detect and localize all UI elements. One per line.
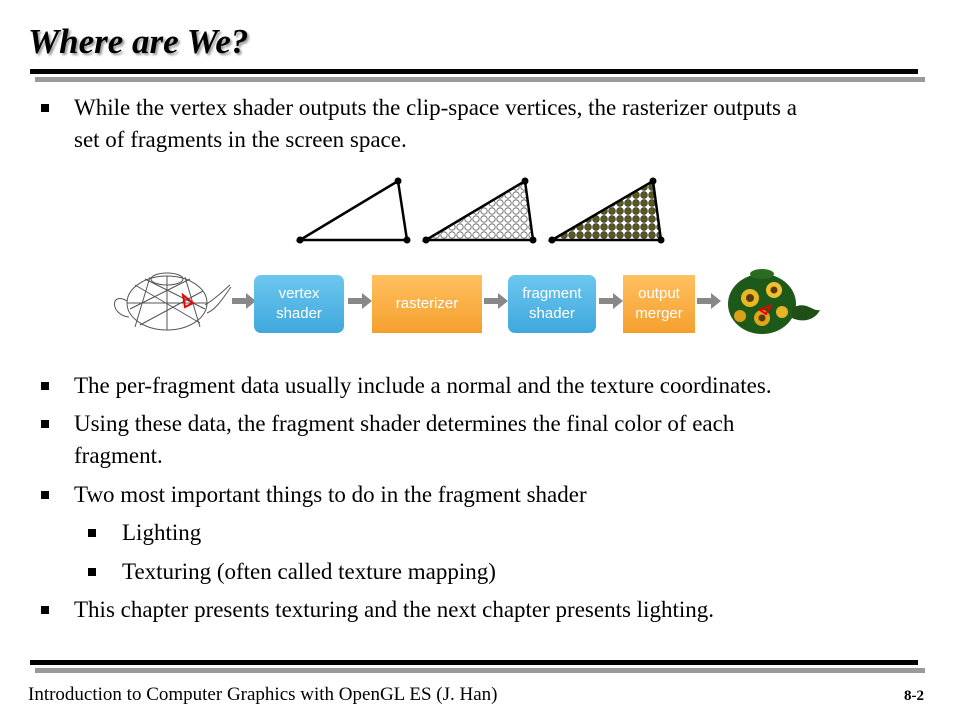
bullet-line: set of fragments in the screen space. bbox=[74, 127, 407, 152]
stage-label: shader bbox=[529, 305, 575, 322]
fragment-shader-stage bbox=[508, 275, 596, 333]
bullet-line: While the vertex shader outputs the clip-space vertices, the rasterizer outputs a bbox=[74, 95, 797, 120]
stage-label: fragment bbox=[522, 285, 582, 302]
bullet-item bbox=[0, 370, 960, 402]
page-number: 8-2 bbox=[904, 688, 924, 704]
bullet-marker bbox=[41, 382, 49, 390]
footer-course-title: Introduction to Computer Graphics with OpenGL ES (J. Han) bbox=[28, 684, 498, 705]
slide-title: Where are We? bbox=[28, 22, 249, 61]
bullet-item bbox=[0, 594, 960, 626]
footer-rule-shadow bbox=[35, 668, 925, 673]
sub-bullet-item bbox=[0, 517, 960, 549]
bullet-line: The per-fragment data usually include a normal and the texture coordinates. bbox=[74, 373, 772, 398]
triangle-fragment-grid-icon bbox=[423, 178, 537, 244]
stage-label: merger bbox=[635, 305, 683, 322]
bullet-marker bbox=[88, 529, 96, 537]
wireframe-teapot-icon bbox=[105, 265, 235, 335]
footer-rule bbox=[30, 660, 918, 665]
triangle-rasterization-figure bbox=[0, 175, 960, 255]
triangle-shaded-fragments-icon bbox=[549, 178, 665, 244]
pipeline-arrow bbox=[348, 293, 372, 314]
stage-label: rasterizer bbox=[395, 295, 459, 312]
stage-label: vertex bbox=[278, 285, 320, 302]
title-rule-shadow bbox=[35, 77, 925, 82]
bullet-marker bbox=[41, 491, 49, 499]
pipeline-arrow bbox=[599, 293, 623, 314]
bullet-item bbox=[0, 92, 960, 156]
rasterizer-stage bbox=[372, 275, 482, 333]
stage-label: shader bbox=[276, 305, 322, 322]
pipeline-arrow bbox=[232, 293, 256, 314]
bullet-line: Texturing (often called texture mapping) bbox=[122, 559, 496, 584]
bullet-marker bbox=[41, 420, 49, 428]
bullet-marker bbox=[41, 606, 49, 614]
bullet-line: Using these data, the fragment shader determines the final color of each bbox=[74, 411, 735, 436]
vertex-shader-stage bbox=[254, 275, 344, 333]
stage-label: output bbox=[638, 285, 680, 302]
pipeline-arrow bbox=[697, 293, 721, 314]
output-merger-stage bbox=[623, 275, 695, 333]
textured-teapot-icon bbox=[722, 260, 822, 340]
bullet-line: This chapter presents texturing and the next chapter presents lighting. bbox=[74, 597, 714, 622]
bullet-marker bbox=[41, 104, 49, 112]
bullet-line: Two most important things to do in the fragment shader bbox=[74, 482, 587, 507]
bullet-item bbox=[0, 408, 960, 472]
triangle-outline-icon bbox=[297, 178, 411, 244]
pipeline-arrow bbox=[484, 293, 508, 314]
bullet-marker bbox=[88, 568, 96, 576]
bullet-line: fragment. bbox=[74, 443, 163, 468]
bullet-line: Lighting bbox=[122, 520, 202, 545]
bullet-item bbox=[0, 479, 960, 511]
sub-bullet-item bbox=[0, 556, 960, 588]
title-rule bbox=[30, 69, 918, 74]
